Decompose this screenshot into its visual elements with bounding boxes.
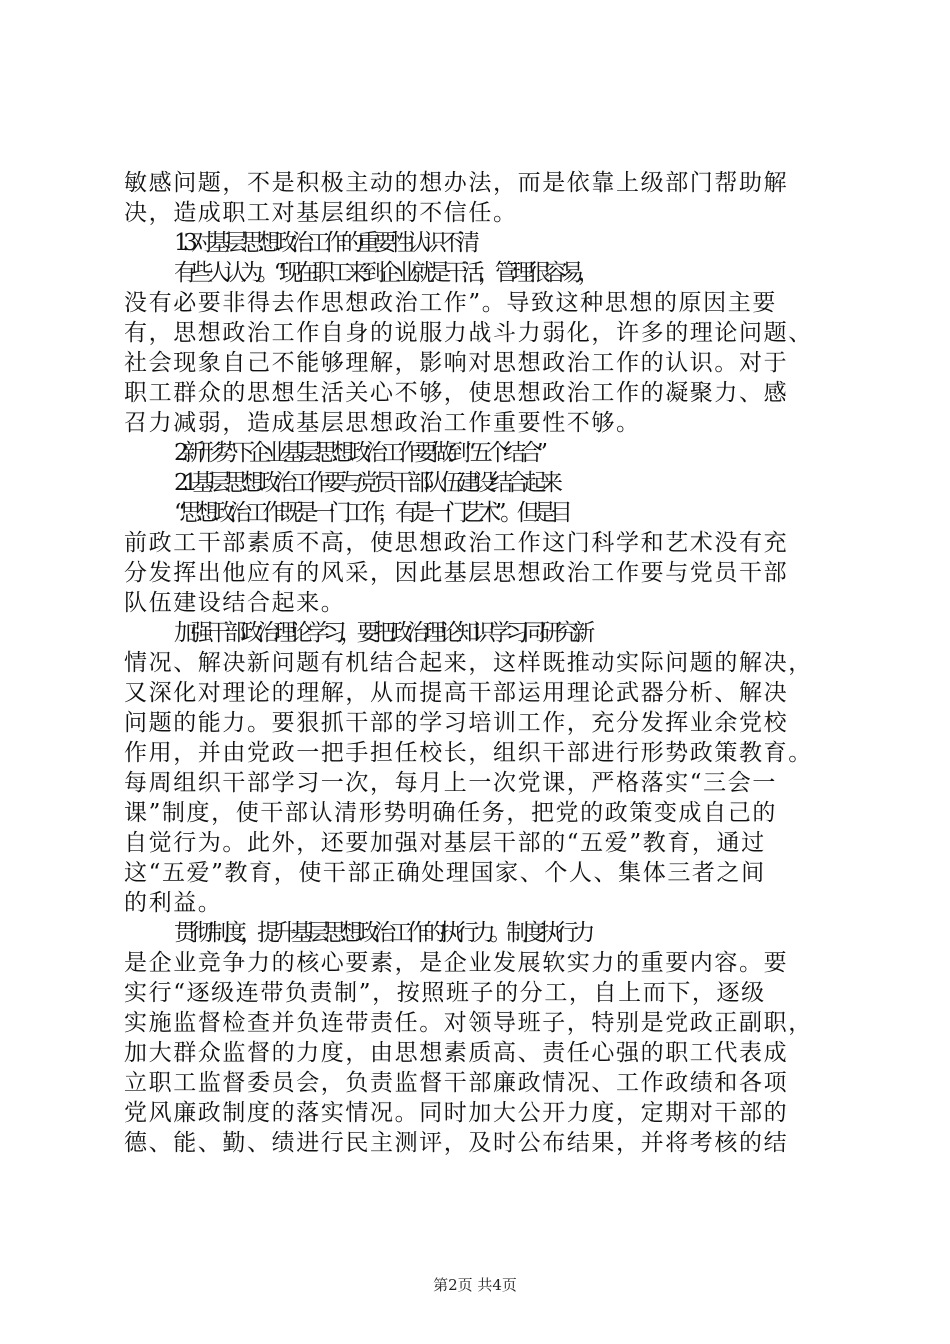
text-line: 前政工干部素质不高，使思想政治工作这门科学和艺术没有充 xyxy=(124,530,789,556)
text-line: 实行“逐级连带负责制”，按照班子的分工，自上而下，逐级 xyxy=(124,980,766,1006)
text-line: 贯彻制度，提升基层思想政治工作的执行力。制度执行力 xyxy=(174,920,590,946)
text-line: 召力减弱，造成基层思想政治工作重要性不够。 xyxy=(124,410,641,436)
page-footer: 第2页 共4页 xyxy=(433,1276,517,1294)
text-line: 课”制度，使干部认清形势明确任务，把党的政策变成自己的 xyxy=(124,800,777,826)
text-line: 2新形势下企业基层思想政治工作要做到“五个结合” xyxy=(174,440,542,466)
text-line: 加大群众监督的力度，由思想素质高、责任心强的职工代表成 xyxy=(124,1040,789,1066)
text-line: 每周组织干部学习一次，每月上一次党课，严格落实“三会一 xyxy=(124,770,777,796)
text-line: 实施监督检查并负连带责任。对领导班子，特别是党政正副职， xyxy=(124,1010,813,1036)
text-line: 这“五爱”教育，使干部正确处理国家、个人、集体三者之间 xyxy=(124,860,766,886)
text-line: 是企业竞争力的核心要素，是企业发展软实力的重要内容。要 xyxy=(124,950,789,976)
text-line: 有些人认为。“现在职工来到企业就是干活，管理很容易， xyxy=(174,260,595,286)
text-line: 的利益。 xyxy=(124,890,223,916)
document-body xyxy=(124,168,836,1158)
text-line: 队伍建设结合起来。 xyxy=(124,590,346,616)
text-line: 立职工监督委员会，负责监督干部廉政情况、工作政绩和各项 xyxy=(124,1070,789,1096)
text-line: 2.1基层思想政治工作要与党员干部队伍建设结合起来 xyxy=(174,470,557,496)
text-line: 作用，并由党政一把手担任校长，组织干部进行形势政策教育。 xyxy=(124,740,813,766)
text-line: 1.3对基层思想政治工作的重要性认识不清 xyxy=(174,230,474,256)
text-line: 有，思想政治工作自身的说服力战斗力弱化，许多的理论问题、 xyxy=(124,320,813,346)
text-line: “思想政治工作既是一门工作，有是一门艺术”。但是目 xyxy=(174,500,567,526)
text-line: 德、能、勤、绩进行民主测评，及时公布结果，并将考核的结 xyxy=(124,1130,789,1156)
text-line: 自觉行为。此外，还要加强对基层干部的“五爱”教育，通过 xyxy=(124,830,766,856)
text-line: 又深化对理论的理解，从而提高干部运用理论武器分析、解决 xyxy=(124,680,789,706)
text-line: 加强干部政治理论学习，要把政治理论知识学习同研究新 xyxy=(174,620,590,646)
text-line: 情况、解决新问题有机结合起来，这样既推动实际问题的解决， xyxy=(124,650,813,676)
text-line: 决，造成职工对基层组织的不信任。 xyxy=(124,200,518,226)
text-line: 职工群众的思想生活关心不够，使思想政治工作的凝聚力、感 xyxy=(124,380,789,406)
text-line: 问题的能力。要狠抓干部的学习培训工作，充分发挥业余党校 xyxy=(124,710,789,736)
text-line: 敏感问题，不是积极主动的想办法，而是依靠上级部门帮助解 xyxy=(124,170,789,196)
text-line: 社会现象自己不能够理解，影响对思想政治工作的认识。对于 xyxy=(124,350,789,376)
text-line: 没有必要非得去作思想政治工作”。导致这种思想的原因主要 xyxy=(124,290,777,316)
text-line: 分发挥出他应有的风采，因此基层思想政治工作要与党员干部 xyxy=(124,560,789,586)
text-line: 党风廉政制度的落实情况。同时加大公开力度，定期对干部的 xyxy=(124,1100,789,1126)
